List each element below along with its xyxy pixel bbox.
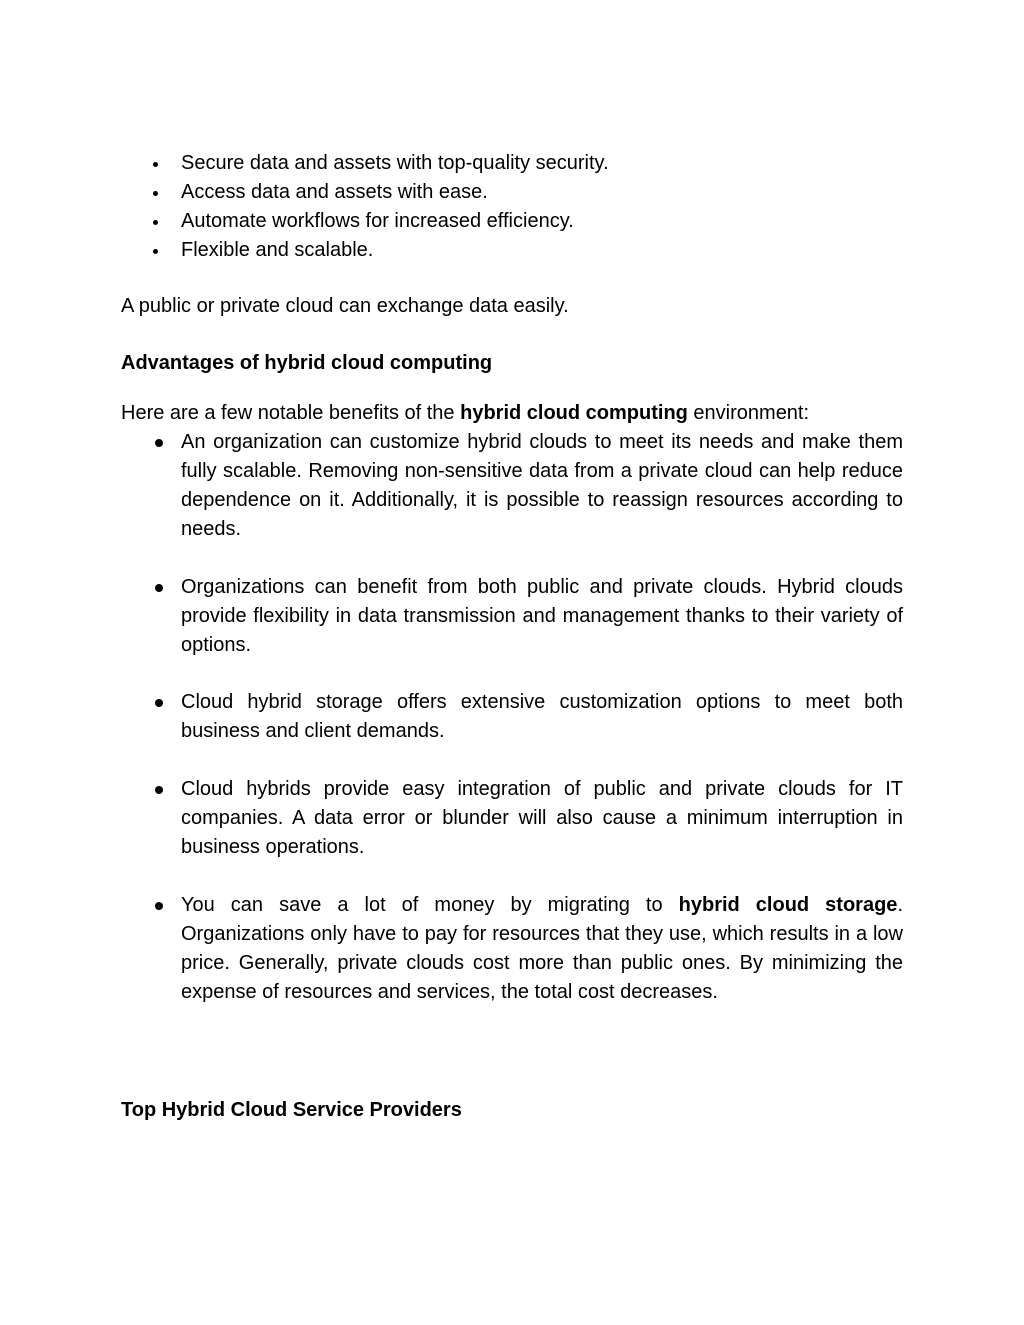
benefit-bold: hybrid cloud storage <box>678 894 898 916</box>
benefit-item <box>121 573 903 660</box>
benefit-item <box>121 688 903 746</box>
intro-suffix: environment: <box>687 402 810 424</box>
bullet-icon <box>155 902 163 910</box>
intro-paragraph <box>121 399 903 428</box>
feature-list <box>121 149 903 265</box>
list-item-text: Automate workflows for increased efficiency. <box>181 210 574 232</box>
bullet-icon <box>155 439 163 447</box>
benefit-prefix: You can save a lot of money by migrating to <box>181 894 679 916</box>
benefit-item <box>121 775 903 862</box>
bullet-icon <box>153 249 158 254</box>
list-item <box>121 178 903 207</box>
benefit-text: Organizations can benefit from both public and private clouds. Hybrid clouds provide flexibility in data transmission and management thanks to their variety of options. <box>181 576 903 656</box>
providers-heading: Top Hybrid Cloud Service Providers <box>121 1099 462 1121</box>
bullet-icon <box>155 699 163 707</box>
intro-prefix: Here are a few notable benefits of the <box>121 402 461 424</box>
bullet-icon <box>155 584 163 592</box>
list-item-text: Secure data and assets with top-quality security. <box>181 152 609 174</box>
list-item-text: Flexible and scalable. <box>181 239 374 261</box>
benefit-text: Cloud hybrid storage offers extensive customization options to meet both business and client demands. <box>181 691 903 742</box>
list-item-text: Access data and assets with ease. <box>181 181 488 203</box>
list-item <box>121 236 903 265</box>
bullet-icon <box>153 220 158 225</box>
intro-bold: hybrid cloud computing <box>460 402 688 424</box>
benefit-text: An organization can customize hybrid clouds to meet its needs and make them fully scalable. Removing non-sensitive data from a private cloud can help reduce dependence on it. Additionally, it is possible to reassign resources according to needs. <box>181 431 903 540</box>
advantages-heading: Advantages of hybrid cloud computing <box>121 352 493 374</box>
benefit-text <box>181 891 903 1007</box>
benefit-item <box>121 428 903 544</box>
exchange-paragraph: A public or private cloud can exchange data easily. <box>121 295 569 317</box>
benefit-item <box>121 891 903 1007</box>
list-item <box>121 207 903 236</box>
bullet-icon <box>153 162 158 167</box>
benefit-text: Cloud hybrids provide easy integration of public and private clouds for IT companies. A data error or blunder will also cause a minimum interruption in business operations. <box>181 778 903 858</box>
benefit-suffix: . Organizations only have to pay for resources that they use, which results in a low price. Generally, private clouds cost more than public ones. By minimizing the expense of resources and services, the total cost decreases. <box>181 894 903 1003</box>
bullet-icon <box>153 191 158 196</box>
list-item <box>121 149 903 178</box>
bullet-icon <box>155 786 163 794</box>
